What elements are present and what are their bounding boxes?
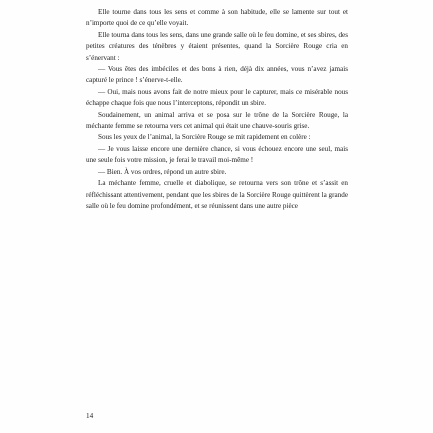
paragraph: Elle tourna dans tous les sens, dans une grande salle où le feu domine, et ses sbires, des petites créatures des ténèbres y étaient présentes, quand la Sorcière Rouge cria en s’énervant :: [86, 30, 348, 62]
body-text: [86, 7, 348, 212]
paragraph: Sous les yeux de l’animal, la Sorcière Rouge se mit rapidement en colère :: [98, 133, 311, 142]
paragraph: Elle tourne dans tous les sens et comme à son habitude, elle se lamente sur tout et n’importe quoi de ce qu’elle voyait.: [86, 8, 348, 28]
paragraph: — Vous êtes des imbéciles et des bons à rien, déjà dix années, vous n’avez jamais capturé le prince ! s’énerve-t-elle.: [86, 65, 348, 85]
paragraph: — Bien. À vos ordres, répond un autre sbire.: [98, 167, 227, 176]
paragraph: — Oui, mais nous avons fait de notre mieux pour le capturer, mais ce misérable nous échappe chaque fois que nous l’interceptons, répondit un sbire.: [86, 87, 348, 108]
paragraph: Soudainement, un animal arriva et se posa sur le trône de la Sorcière Rouge, la méchante femme se retourna vers cet animal qui était une chauve-souris grise.: [86, 110, 348, 131]
paragraph: — Je vous laisse encore une dernière chance, si vous échouez encore une seul, mais une seule fois votre mission, je ferai le travail moi-même !: [86, 144, 348, 165]
page-number: 14: [86, 412, 94, 420]
paragraph: La méchante femme, cruelle et diabolique, se retourna vers son trône et s’assit en réfléchissant attentivement, pendant que les sbires de la Sorcière Rouge quittèrent la grande salle où le feu domine profondément, et se réunissent dans une autre pièce: [86, 179, 348, 210]
